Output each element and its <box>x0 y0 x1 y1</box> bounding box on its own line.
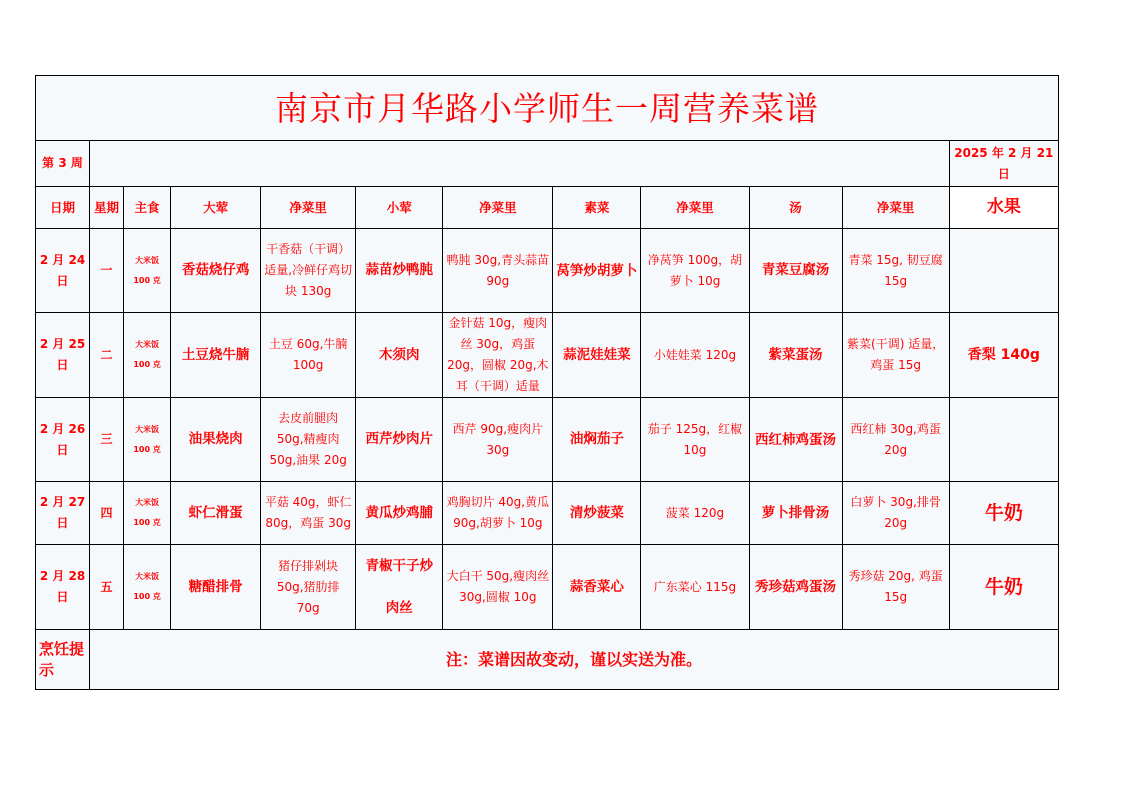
note-text: 注：菜谱因故变动，谨以实送为准。 <box>90 630 1059 690</box>
main-qty-cell: 猪仔排剁块 50g,猪肋排 70g <box>261 545 356 630</box>
veg-qty-cell: 广东菜心 115g <box>641 545 749 630</box>
soup-qty-cell: 秀珍菇 20g, 鸡蛋 15g <box>842 545 949 630</box>
staple-text: 大米饭 <box>135 340 160 349</box>
soup-cell: 青菜豆腐汤 <box>749 229 842 313</box>
fruit-cell: 牛奶 <box>949 545 1058 630</box>
weekday-cell: 二 <box>90 313 124 398</box>
header-row <box>36 187 1059 229</box>
week-label: 第 3 周 <box>36 141 90 187</box>
staple-cell <box>124 313 171 398</box>
tip-label: 烹饪提示 <box>36 630 90 690</box>
date-cell: 2 月 26 日 <box>36 398 90 482</box>
main-qty-cell: 土豆 60g,牛腩 100g <box>261 313 356 398</box>
date-cell: 2 月 24 日 <box>36 229 90 313</box>
main-qty-cell: 去皮前腿肉 50g,精瘦肉 50g,油果 20g <box>261 398 356 482</box>
main-dish-cell: 土豆烧牛腩 <box>171 313 261 398</box>
header-soup-qty: 净菜里 <box>842 187 949 229</box>
staple-text: 100 克 <box>133 592 161 601</box>
header-side-dish: 小荤 <box>356 187 443 229</box>
main-dish-cell: 糖醋排骨 <box>171 545 261 630</box>
main-qty-cell: 干香菇（干调）适量,冷鲜仔鸡切块 130g <box>261 229 356 313</box>
veg-qty-cell: 净莴笋 100g，胡萝卜 10g <box>641 229 749 313</box>
header-main-dish: 大荤 <box>171 187 261 229</box>
tip-row <box>36 630 1059 690</box>
side-qty-cell: 鸭肫 30g,青头蒜苗 90g <box>443 229 553 313</box>
staple-text: 100 克 <box>133 275 161 285</box>
header-date: 日期 <box>36 187 90 229</box>
date-cell: 2 月 28 日 <box>36 545 90 630</box>
fruit-cell <box>949 398 1058 482</box>
soup-qty-cell: 白萝卜 30g,排骨 20g <box>842 482 949 545</box>
soup-cell: 秀珍菇鸡蛋汤 <box>749 545 842 630</box>
header-veg-qty: 净菜里 <box>641 187 749 229</box>
menu-row <box>36 398 1059 482</box>
date-cell: 2 月 27 日 <box>36 482 90 545</box>
header-side-qty: 净菜里 <box>443 187 553 229</box>
side-qty-cell: 金针菇 10g，瘦肉丝 30g，鸡蛋 20g，圆椒 20g,木耳（干调）适量 <box>443 313 553 398</box>
staple-text: 大米饭 <box>135 255 160 265</box>
menu-row <box>36 229 1059 313</box>
issue-date: 2025 年 2 月 21 日 <box>949 141 1058 187</box>
vegetable-cell: 油焖茄子 <box>553 398 641 482</box>
vegetable-cell: 蒜泥娃娃菜 <box>553 313 641 398</box>
soup-cell: 紫菜蛋汤 <box>749 313 842 398</box>
staple-cell <box>124 482 171 545</box>
header-staple: 主食 <box>124 187 171 229</box>
fruit-cell: 香梨 140g <box>949 313 1058 398</box>
staple-text: 大米饭 <box>135 424 160 434</box>
page-title: 南京市月华路小学师生一周营养菜谱 <box>36 76 1059 141</box>
main-dish-cell: 香菇烧仔鸡 <box>171 229 261 313</box>
menu-table <box>35 75 1059 690</box>
staple-cell <box>124 398 171 482</box>
veg-qty-cell: 小娃娃菜 120g <box>641 313 749 398</box>
menu-row <box>36 482 1059 545</box>
side-qty-cell: 西芹 90g,瘦肉片 30g <box>443 398 553 482</box>
main-dish-cell: 油果烧肉 <box>171 398 261 482</box>
side-qty-cell: 鸡胸切片 40g,黄瓜 90g,胡萝卜 10g <box>443 482 553 545</box>
side-dish-cell: 西芹炒肉片 <box>356 398 443 482</box>
header-main-qty: 净菜里 <box>261 187 356 229</box>
date-cell: 2 月 25 日 <box>36 313 90 398</box>
soup-qty-cell: 青菜 15g, 韧豆腐 15g <box>842 229 949 313</box>
blank-cell <box>90 141 950 187</box>
staple-text: 100 克 <box>133 444 161 454</box>
staple-cell <box>124 229 171 313</box>
header-vegetable: 素菜 <box>553 187 641 229</box>
staple-text: 100 克 <box>133 518 161 527</box>
menu-row <box>36 545 1059 630</box>
menu-row <box>36 313 1059 398</box>
soup-cell: 萝卜排骨汤 <box>749 482 842 545</box>
header-weekday: 星期 <box>90 187 124 229</box>
weekday-cell: 三 <box>90 398 124 482</box>
main-dish-cell: 虾仁滑蛋 <box>171 482 261 545</box>
main-qty-cell: 平菇 40g，虾仁 80g，鸡蛋 30g <box>261 482 356 545</box>
side-dish-cell: 木须肉 <box>356 313 443 398</box>
header-fruit: 水果 <box>949 187 1058 229</box>
weekday-cell: 四 <box>90 482 124 545</box>
vegetable-cell: 清炒菠菜 <box>553 482 641 545</box>
veg-qty-cell: 菠菜 120g <box>641 482 749 545</box>
weekday-cell: 一 <box>90 229 124 313</box>
weekday-cell: 五 <box>90 545 124 630</box>
side-dish-cell: 黄瓜炒鸡脯 <box>356 482 443 545</box>
vegetable-cell: 蒜香菜心 <box>553 545 641 630</box>
side-dish-cell: 蒜苗炒鸭肫 <box>356 229 443 313</box>
veg-qty-cell: 茄子 125g，红椒 10g <box>641 398 749 482</box>
vegetable-cell: 莴笋炒胡萝卜 <box>553 229 641 313</box>
side-qty-cell: 大白干 50g,瘦肉丝 30g,圆椒 10g <box>443 545 553 630</box>
staple-text: 大米饭 <box>135 572 160 581</box>
fruit-cell <box>949 229 1058 313</box>
staple-text: 大米饭 <box>135 498 160 507</box>
soup-cell: 西红柿鸡蛋汤 <box>749 398 842 482</box>
staple-text: 100 克 <box>133 360 161 369</box>
fruit-cell: 牛奶 <box>949 482 1058 545</box>
header-soup: 汤 <box>749 187 842 229</box>
side-dish-cell: 青椒干子炒肉丝 <box>356 545 443 630</box>
soup-qty-cell: 紫菜(干调) 适量，鸡蛋 15g <box>842 313 949 398</box>
staple-cell <box>124 545 171 630</box>
soup-qty-cell: 西红柿 30g,鸡蛋 20g <box>842 398 949 482</box>
